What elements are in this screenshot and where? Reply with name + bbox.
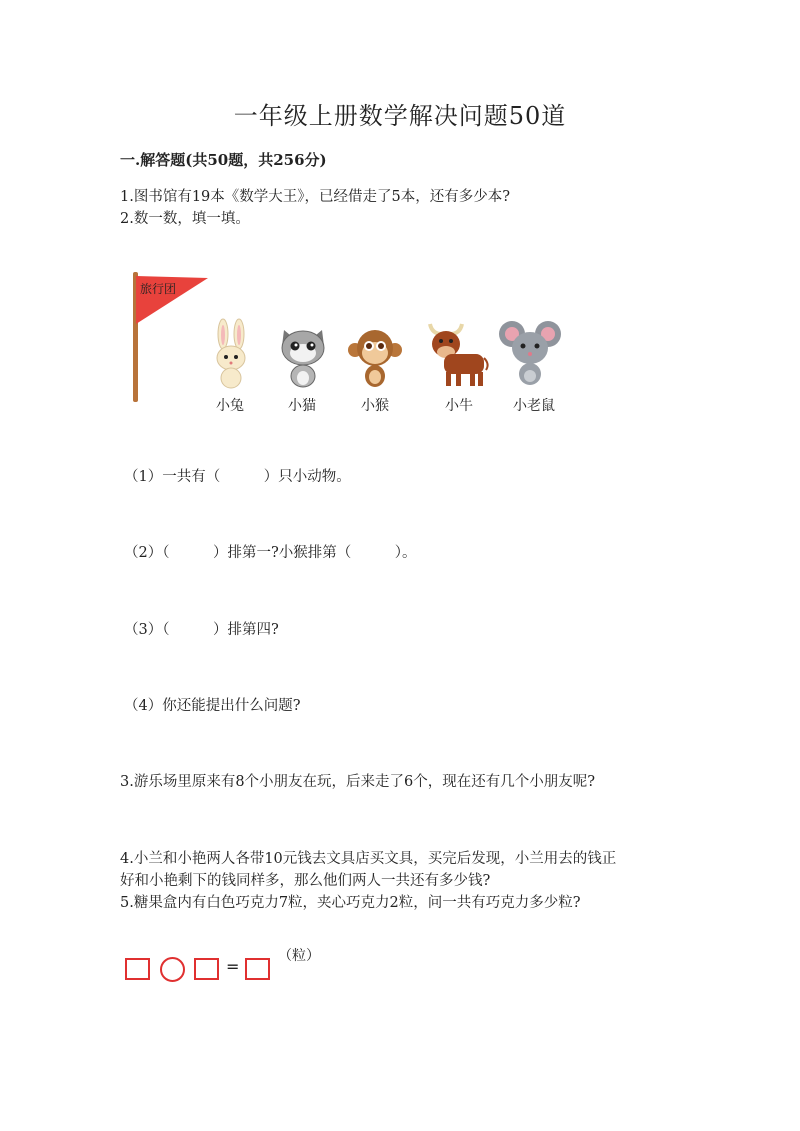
question-4-line-2: 好和小艳剩下的钱同样多，那么他们两人一共还有多少钱? <box>120 873 491 889</box>
monkey-icon <box>346 328 404 388</box>
question-4-line-1: 4.小兰和小艳两人各带10元钱去文具店买文具，买完后发现，小兰用去的钱正 <box>120 851 617 867</box>
rabbit-icon <box>206 318 256 390</box>
question-2-part-4: （4）你还能提出什么问题? <box>124 698 301 714</box>
ox-icon <box>422 318 492 390</box>
cat-icon <box>276 326 330 388</box>
question-2: 2.数一数，填一填。 <box>120 211 250 227</box>
flag-label: 旅行团 <box>140 282 177 296</box>
equals-sign: = <box>226 957 240 976</box>
page-title: 一年级上册数学解决问题50道 <box>233 102 567 130</box>
animal-label-rabbit: 小兔 <box>216 398 244 414</box>
unit-label: （粒） <box>278 948 320 964</box>
section-heading: 一.解答题(共50题，共256分) <box>120 151 327 169</box>
animal-label-mouse: 小老鼠 <box>513 398 555 414</box>
answer-box-1[interactable] <box>125 958 150 980</box>
question-3: 3.游乐场里原来有8个小朋友在玩，后来走了6个，现在还有几个小朋友呢? <box>120 774 596 790</box>
mouse-icon <box>498 318 562 388</box>
animal-label-cat: 小猫 <box>288 398 316 414</box>
question-5: 5.糖果盒内有白色巧克力7粒，夹心巧克力2粒，问一共有巧克力多少粒? <box>120 895 581 911</box>
question-2-part-2: （2）（ ）排第一?小猴排第（ ）。 <box>124 545 417 561</box>
question-2-part-1: （1）一共有（ ）只小动物。 <box>124 469 351 485</box>
answer-box-2[interactable] <box>194 958 219 980</box>
animal-label-ox: 小牛 <box>445 398 473 414</box>
animal-label-monkey: 小猴 <box>361 398 389 414</box>
question-1: 1.图书馆有19本《数学大王》，已经借走了5本，还有多少本? <box>120 189 511 205</box>
question-2-part-3: （3）（ ）排第四? <box>124 622 279 638</box>
answer-box-result[interactable] <box>245 958 270 980</box>
operator-circle[interactable] <box>160 957 185 982</box>
